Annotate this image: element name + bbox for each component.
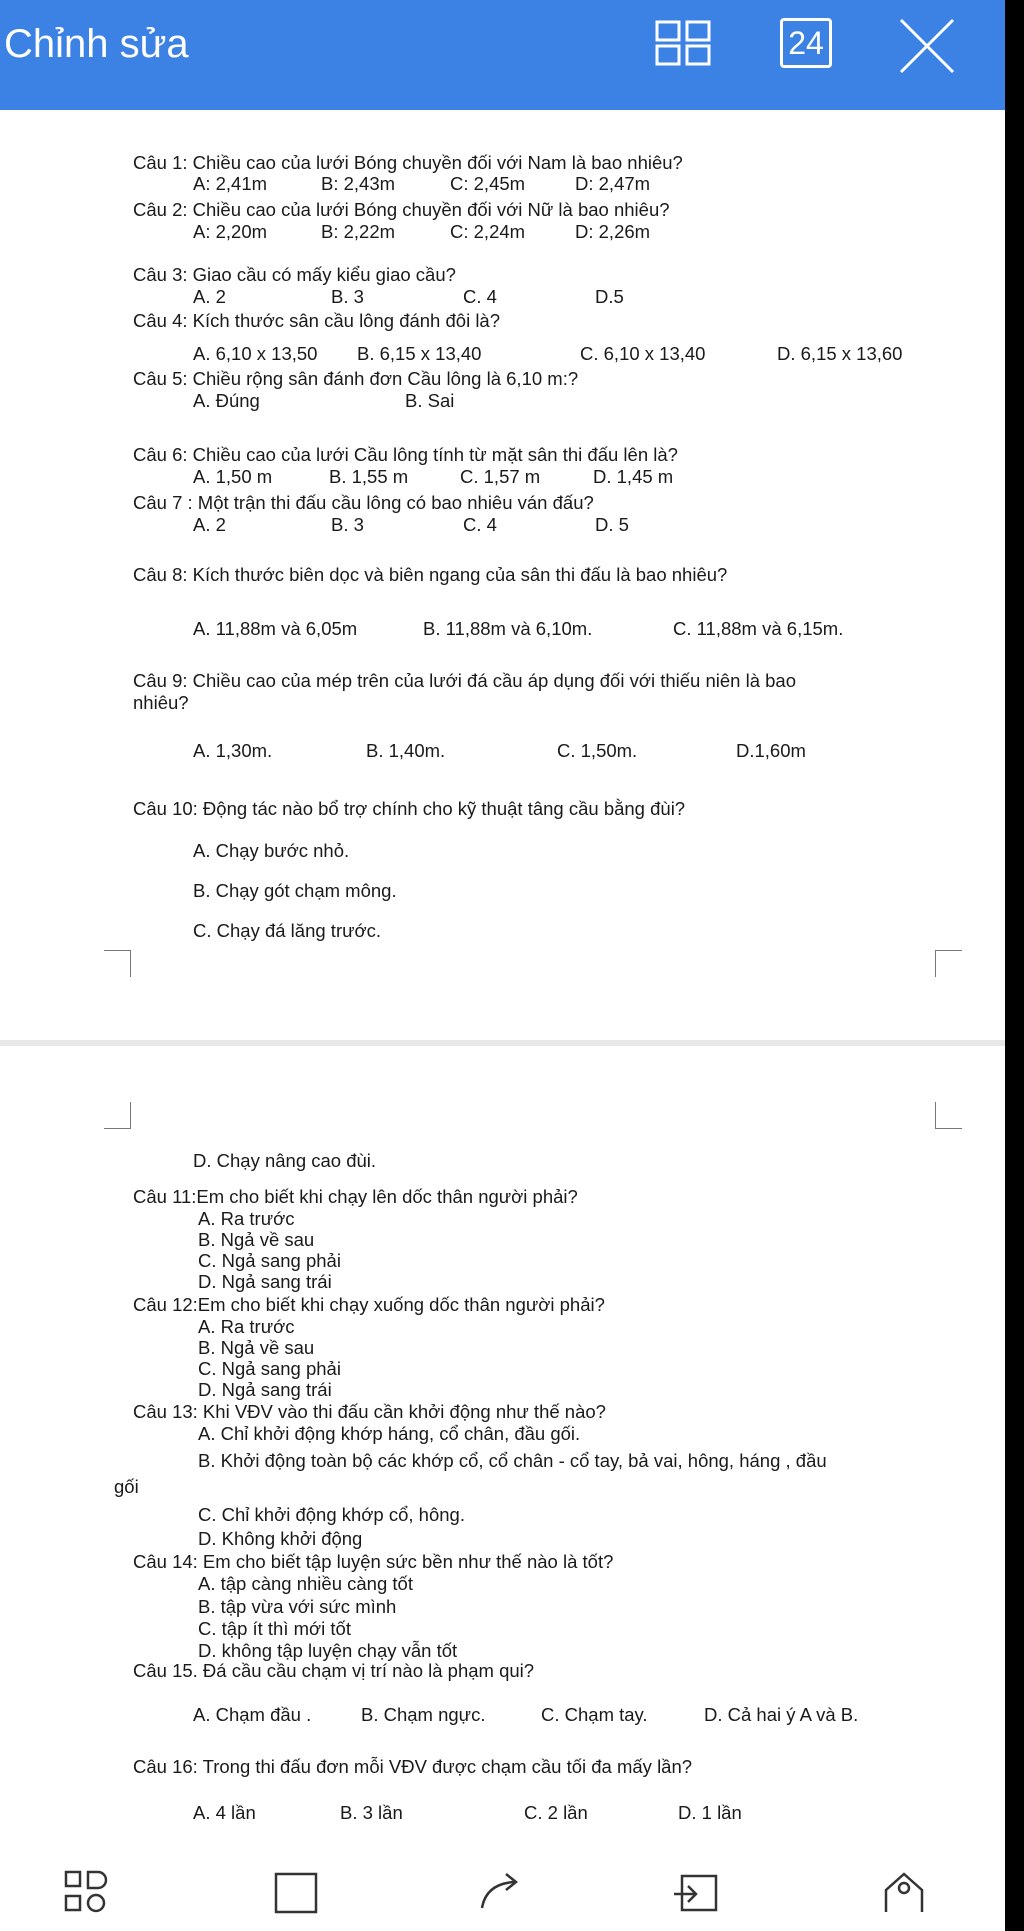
option-16c: C. 2 lần	[524, 1802, 588, 1823]
option-7c: C. 4	[463, 514, 497, 535]
option-11b: B. Ngả về sau	[198, 1229, 315, 1250]
question-7: Câu 7 : Một trận thi đấu cầu lông có bao nhiêu ván đấu?	[133, 492, 594, 513]
question-6: Câu 6: Chiều cao của lưới Cầu lông tính từ mặt sân thi đấu lên là?	[133, 444, 678, 465]
question-3: Câu 3: Giao cầu có mấy kiểu giao cầu?	[133, 264, 456, 285]
question-4: Câu 4: Kích thước sân cầu lông đánh đôi là?	[133, 310, 501, 331]
option-14c: C. tập ít thì mới tốt	[198, 1618, 351, 1639]
question-9-cont: nhiêu?	[133, 692, 189, 713]
option-7a: A. 2	[193, 514, 226, 535]
option-8b: B. 11,88m và 6,10m.	[423, 618, 593, 639]
option-3c: C. 4	[463, 286, 497, 307]
option-1d: D: 2,47m	[575, 173, 651, 194]
option-16a: A. 4 lần	[193, 1802, 256, 1823]
option-16b: B. 3 lần	[340, 1802, 403, 1823]
option-13d: D. Không khởi động	[198, 1528, 363, 1549]
option-10b: B. Chạy gót chạm mông.	[193, 880, 397, 901]
question-8: Câu 8: Kích thước biên dọc và biên ngang của sân thi đấu là bao nhiêu?	[133, 564, 728, 585]
option-11d: D. Ngả sang trái	[198, 1271, 332, 1292]
share-icon[interactable]	[476, 1868, 524, 1916]
page-corner-mark	[104, 950, 131, 977]
question-13: Câu 13: Khi VĐV vào thi đấu cần khởi động như thế nào?	[133, 1401, 606, 1422]
option-13c: C. Chỉ khởi động khớp cổ, hông.	[198, 1504, 465, 1525]
top-bar	[0, 0, 1005, 110]
export-icon[interactable]	[672, 1868, 720, 1916]
document-page-2	[0, 1046, 1005, 1856]
question-1: Câu 1: Chiều cao của lưới Bóng chuyền đối với Nam là bao nhiêu?	[133, 152, 683, 173]
option-9d: D.1,60m	[736, 740, 806, 761]
option-2c: C: 2,24m	[450, 221, 526, 242]
option-6a: A. 1,50 m	[193, 466, 273, 487]
option-13a: A. Chỉ khởi động khớp háng, cổ chân, đầu gối.	[198, 1423, 581, 1444]
option-3a: A. 2	[193, 286, 226, 307]
close-icon[interactable]	[895, 14, 959, 78]
option-5a: A. Đúng	[193, 390, 260, 411]
option-6b: B. 1,55 m	[329, 466, 409, 487]
option-8c: C. 11,88m và 6,15m.	[673, 618, 844, 639]
option-1b: B: 2,43m	[321, 173, 396, 194]
question-14: Câu 14: Em cho biết tập luyện sức bền như thế nào là tốt?	[133, 1551, 614, 1572]
option-16d: D. 1 lần	[678, 1802, 742, 1823]
question-5: Câu 5: Chiều rộng sân đánh đơn Cầu lông là 6,10 m:?	[133, 368, 579, 389]
option-6c: C. 1,57 m	[460, 466, 541, 487]
option-15a: A. Chạm đầu .	[193, 1704, 312, 1725]
option-12c: C. Ngả sang phải	[198, 1358, 341, 1379]
option-11c: C. Ngả sang phải	[198, 1250, 341, 1271]
option-2d: D: 2,26m	[575, 221, 651, 242]
option-2a: A: 2,20m	[193, 221, 268, 242]
option-3d: D.5	[595, 286, 624, 307]
grid-view-icon[interactable]	[655, 20, 711, 66]
option-4c: C. 6,10 x 13,40	[580, 343, 706, 364]
option-6d: D. 1,45 m	[593, 466, 674, 487]
option-10a: A. Chạy bước nhỏ.	[193, 840, 350, 861]
option-12d: D. Ngả sang trái	[198, 1379, 332, 1400]
page-corner-mark	[104, 1102, 131, 1129]
option-10d: D. Chạy nâng cao đùi.	[193, 1150, 377, 1171]
question-9: Câu 9: Chiều cao của mép trên của lưới đá cầu áp dụng đối với thiếu niên là bao	[133, 670, 796, 691]
option-15b: B. Chạm ngực.	[361, 1704, 486, 1725]
document-page-1	[0, 110, 1005, 1040]
option-13b-cont: gối	[114, 1476, 139, 1497]
option-4b: B. 6,15 x 13,40	[357, 343, 482, 364]
page-count-badge[interactable]: 24	[780, 18, 832, 68]
question-10: Câu 10: Động tác nào bổ trợ chính cho kỹ thuật tâng cầu bằng đùi?	[133, 798, 686, 819]
bottom-toolbar	[0, 1856, 1005, 1931]
option-7d: D. 5	[595, 514, 629, 535]
page-title: Chỉnh sửa	[4, 22, 189, 66]
option-12a: A. Ra trước	[198, 1316, 295, 1337]
option-2b: B: 2,22m	[321, 221, 396, 242]
option-1c: C: 2,45m	[450, 173, 526, 194]
option-3b: B. 3	[331, 286, 364, 307]
option-9c: C. 1,50m.	[557, 740, 638, 761]
option-14a: A. tập càng nhiều càng tốt	[198, 1573, 413, 1594]
option-10c: C. Chạy đá lăng trước.	[193, 920, 382, 941]
option-7b: B. 3	[331, 514, 364, 535]
option-8a: A. 11,88m và 6,05m	[193, 618, 358, 639]
option-12b: B. Ngả về sau	[198, 1337, 315, 1358]
page-corner-mark	[935, 950, 962, 977]
option-1a: A: 2,41m	[193, 173, 268, 194]
option-15c: C. Chạm tay.	[541, 1704, 648, 1725]
page-corner-mark	[935, 1102, 962, 1129]
option-5b: B. Sai	[405, 390, 455, 411]
question-15: Câu 15. Đá cầu cầu chạm vị trí nào là phạm qui?	[133, 1660, 535, 1681]
question-2: Câu 2: Chiều cao của lưới Bóng chuyền đối với Nữ là bao nhiêu?	[133, 199, 670, 220]
option-11a: A. Ra trước	[198, 1208, 295, 1229]
option-4d: D. 6,15 x 13,60	[777, 343, 903, 364]
option-9b: B. 1,40m.	[366, 740, 446, 761]
option-13b: B. Khởi động toàn bộ các khớp cổ, cổ chân - cổ tay, bả vai, hông, háng , đầu	[198, 1450, 827, 1471]
option-9a: A. 1,30m.	[193, 740, 273, 761]
question-11: Câu 11:Em cho biết khi chạy lên dốc thân người phải?	[133, 1186, 578, 1207]
option-15d: D. Cả hai ý A và B.	[704, 1704, 859, 1725]
option-14b: B. tập vừa với sức mình	[198, 1596, 397, 1617]
option-4a: A. 6,10 x 13,50	[193, 343, 318, 364]
question-16: Câu 16: Trong thi đấu đơn mỗi VĐV được chạm cầu tối đa mấy lần?	[133, 1756, 693, 1777]
question-12: Câu 12:Em cho biết khi chạy xuống dốc thân người phải?	[133, 1294, 605, 1315]
home-icon[interactable]	[880, 1868, 928, 1916]
view-mode-icon[interactable]	[62, 1868, 110, 1916]
option-14d: D. không tập luyện chạy vẫn tốt	[198, 1640, 458, 1661]
fullscreen-icon[interactable]	[272, 1868, 320, 1916]
